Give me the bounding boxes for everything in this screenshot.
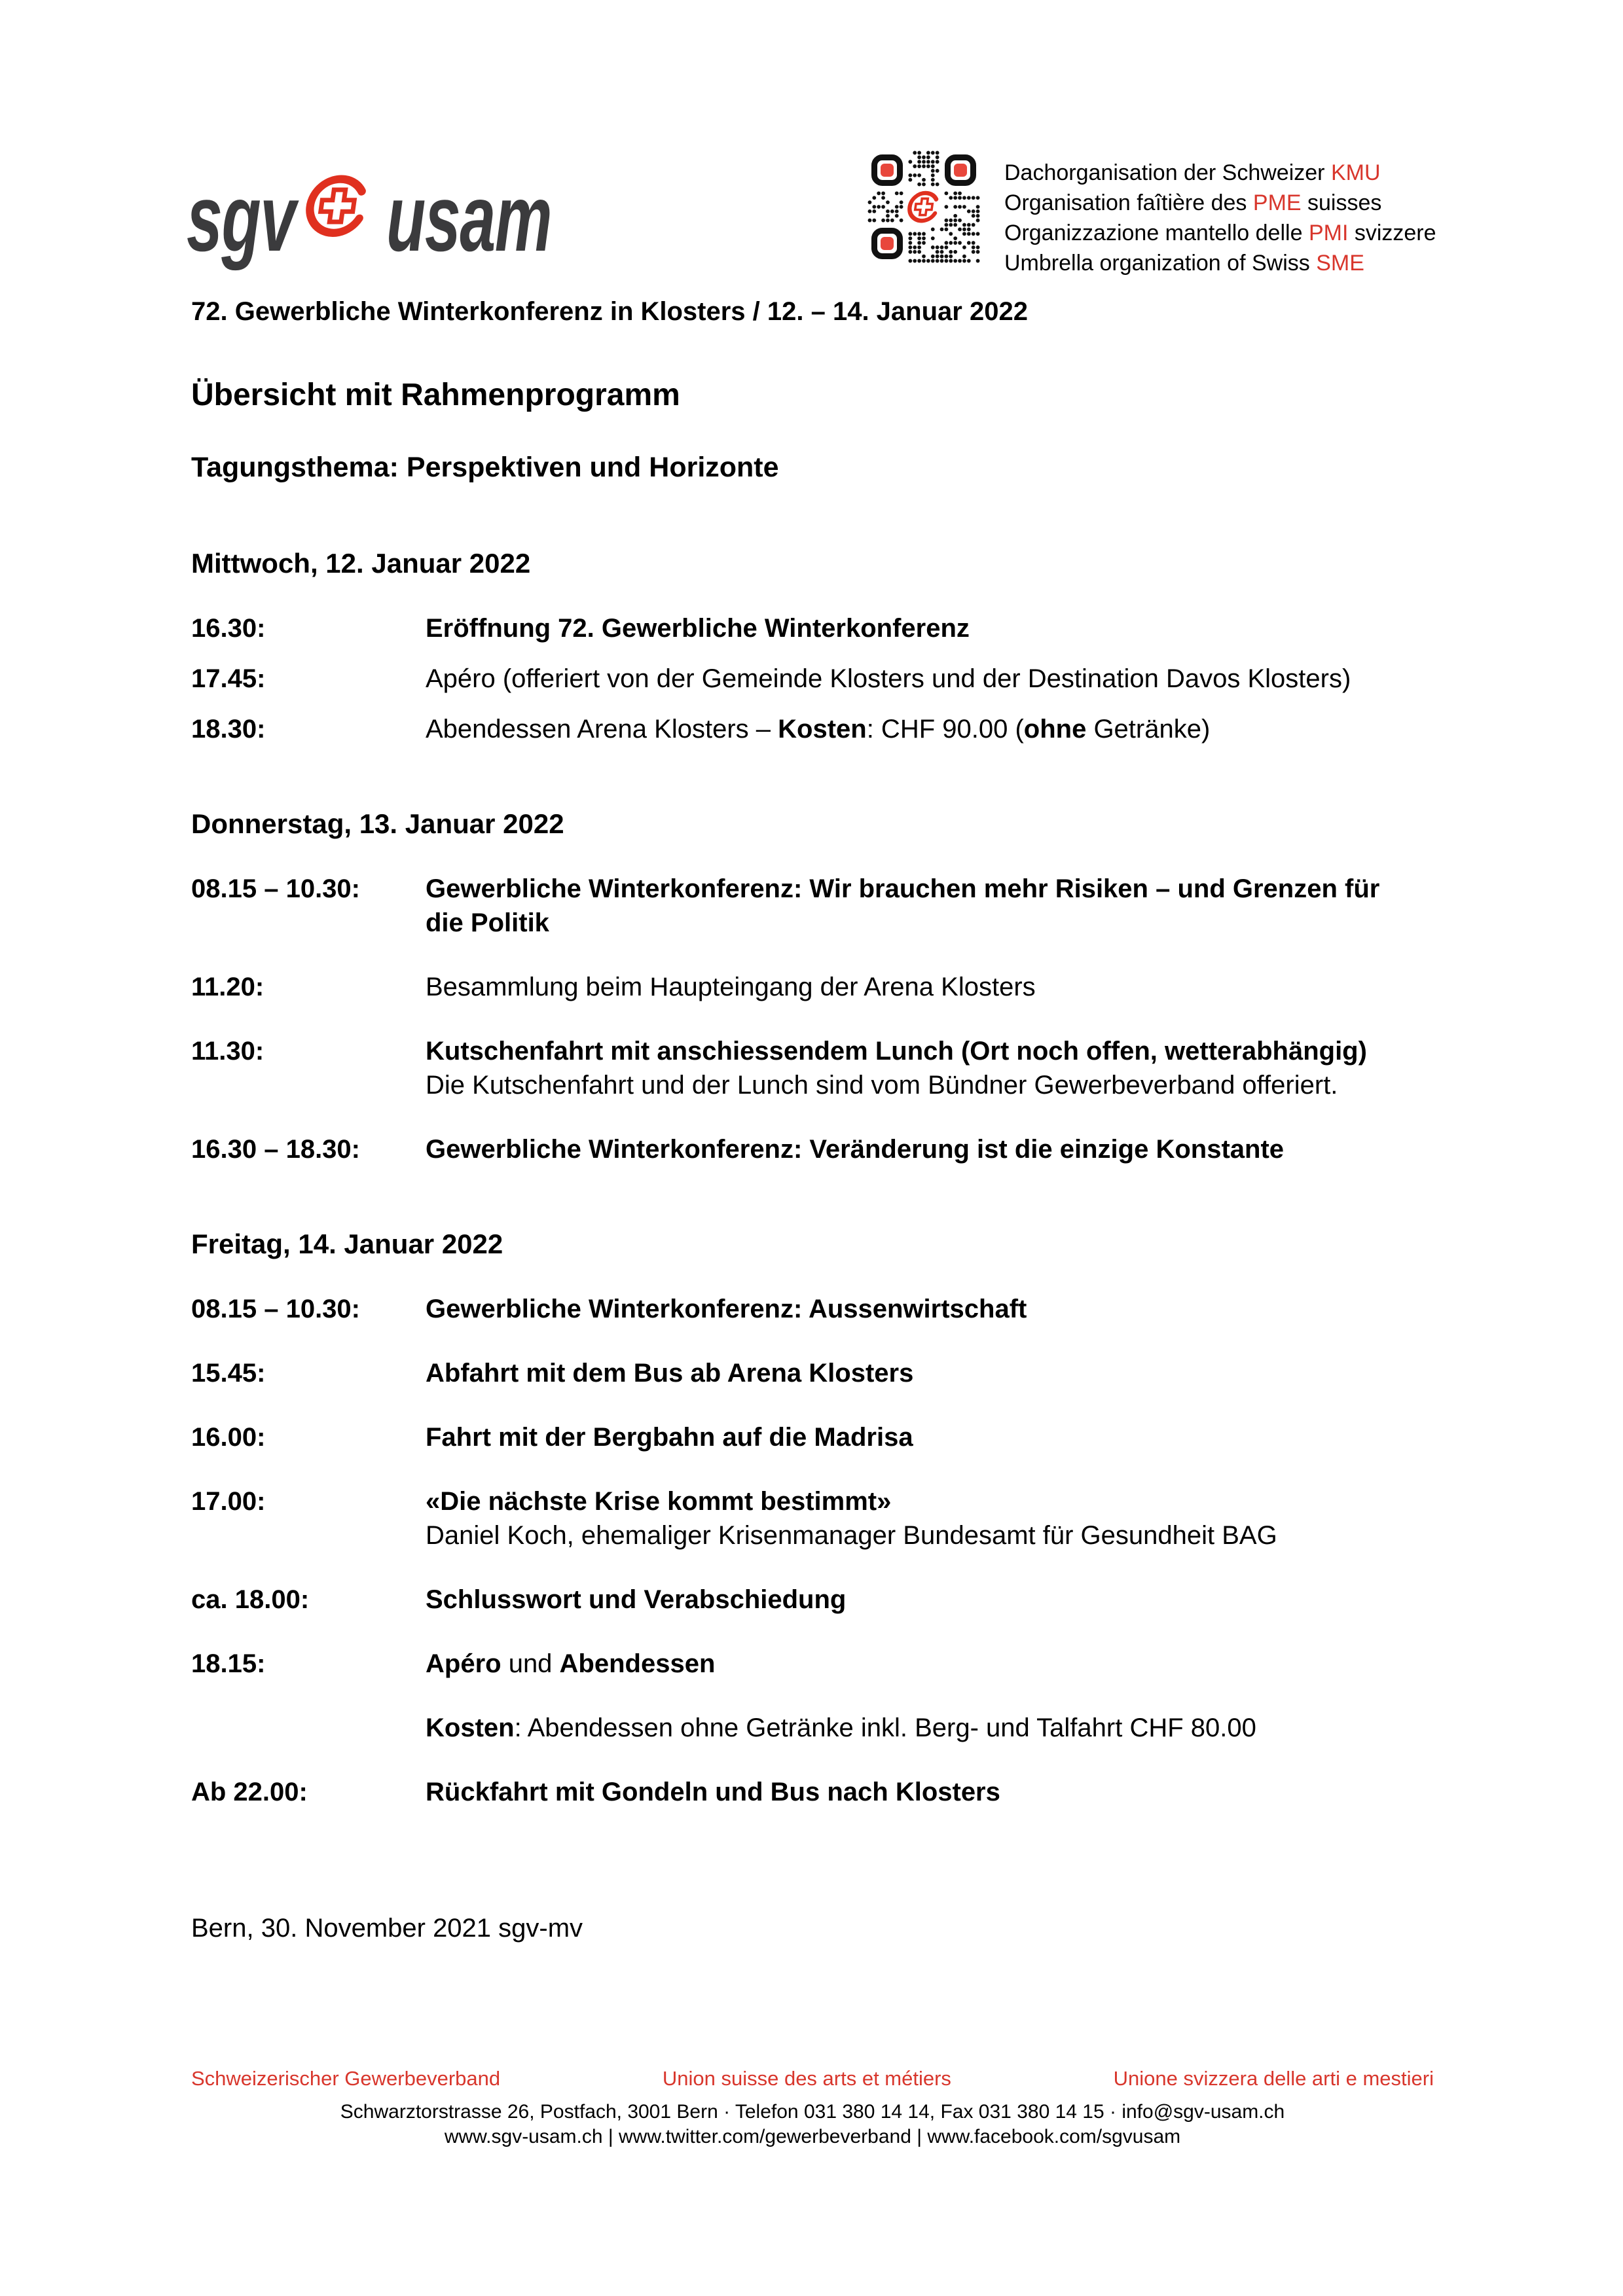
entry-time: 17.45: bbox=[191, 664, 266, 693]
entry-line bbox=[426, 1132, 1284, 1166]
day-heading: Freitag, 14. Januar 2022 bbox=[191, 1229, 503, 1259]
entry-time: 17.00: bbox=[191, 1487, 266, 1516]
day-heading: Mittwoch, 12. Januar 2022 bbox=[191, 548, 531, 579]
schedule-entry bbox=[191, 1420, 1434, 1454]
schedule-entry bbox=[191, 970, 1434, 1004]
text-segment: : Abendessen ohne Getränke inkl. Berg- und Talfahrt CHF 80.00 bbox=[514, 1713, 1256, 1742]
text-segment: Kosten bbox=[778, 715, 867, 744]
entry-description bbox=[426, 1356, 913, 1390]
schedule-entry bbox=[191, 1292, 1434, 1326]
day-section bbox=[191, 806, 1434, 1166]
footer-org-name: Schweizerischer Gewerbeverband bbox=[191, 2067, 501, 2090]
text-segment: Getränke) bbox=[1086, 715, 1211, 744]
text-segment: Organisation faîtière des bbox=[1004, 190, 1253, 215]
schedule-entry bbox=[191, 1647, 1434, 1681]
org-line bbox=[1004, 188, 1436, 218]
entry-description bbox=[426, 1420, 913, 1454]
text-segment: Eröffnung 72. Gewerbliche Winterkonferenz bbox=[426, 614, 970, 643]
text-segment: Apéro (offeriert von der Gemeinde Klosters und der Destination Davos Klosters) bbox=[426, 664, 1351, 693]
text-segment: Abendessen Arena Klosters – bbox=[426, 715, 778, 744]
text-segment: Kosten bbox=[426, 1713, 515, 1742]
entry-description bbox=[426, 1034, 1367, 1102]
document-title: 72. Gewerbliche Winterkonferenz in Klosters / 12. – 14. Januar 2022 bbox=[191, 297, 1028, 326]
entry-description bbox=[426, 712, 1210, 746]
schedule-days bbox=[191, 546, 1434, 1809]
qr-finder-top-right bbox=[948, 158, 974, 183]
entry-time: 18.30: bbox=[191, 715, 266, 744]
footer-links: www.sgv-usam.ch | www.twitter.com/gewerbeverband | www.facebook.com/sgvusam bbox=[444, 2126, 1181, 2147]
text-segment: und bbox=[501, 1649, 560, 1678]
schedule-entry bbox=[191, 1775, 1434, 1809]
program-content bbox=[191, 295, 1434, 1945]
entry-description bbox=[426, 1132, 1284, 1166]
footer-org-name: Unione svizzera delle arti e mestieri bbox=[1113, 2067, 1434, 2090]
entry-description bbox=[426, 1484, 1277, 1552]
entry-description bbox=[426, 872, 1379, 940]
text-segment: PME bbox=[1252, 190, 1302, 215]
entry-time: 11.20: bbox=[191, 973, 264, 1001]
day-section bbox=[191, 546, 1434, 746]
qr-finder-bottom-left bbox=[875, 231, 900, 257]
entry-description bbox=[426, 1647, 715, 1681]
qr-finder-top-left bbox=[875, 158, 900, 183]
footer-address: Schwarztorstrasse 26, Postfach, 3001 Bern · Telefon 031 380 14 14, Fax 031 380 14 15 · info@sgv-usam.ch bbox=[340, 2101, 1285, 2123]
entry-description bbox=[426, 1583, 846, 1617]
entry-description bbox=[426, 1292, 1027, 1326]
footer-org-name: Union suisse des arts et métiers bbox=[662, 2067, 951, 2090]
text-segment: Gewerbliche Winterkonferenz: Aussenwirtschaft bbox=[426, 1295, 1027, 1323]
conference-theme: Tagungsthema: Perspektiven und Horizonte bbox=[191, 452, 779, 483]
schedule-entry bbox=[191, 1484, 1434, 1552]
text-segment: Schlusswort und Verabschiedung bbox=[426, 1585, 847, 1614]
text-segment: Daniel Koch, ehemaliger Krisenmanager Bundesamt für Gesundheit BAG bbox=[426, 1521, 1277, 1550]
text-segment: PMI bbox=[1308, 221, 1349, 245]
org-line bbox=[1004, 248, 1436, 278]
schedule-entry bbox=[191, 1711, 1434, 1745]
schedule-entry bbox=[191, 611, 1434, 645]
text-segment: die Politik bbox=[426, 908, 549, 937]
schedule-entry bbox=[191, 1356, 1434, 1390]
footer-org-names bbox=[191, 2066, 1434, 2092]
document-subtitle: Übersicht mit Rahmenprogramm bbox=[191, 378, 680, 412]
qr-code bbox=[867, 151, 980, 263]
entry-time: 08.15 – 10.30: bbox=[191, 874, 360, 903]
entry-line bbox=[426, 1292, 1027, 1326]
text-segment: Umbrella organization of Swiss bbox=[1004, 251, 1317, 276]
text-segment: KMU bbox=[1330, 160, 1381, 185]
entry-line bbox=[426, 970, 1036, 1004]
org-multilingual-lines bbox=[1004, 158, 1436, 278]
text-segment: Organizzazione mantello delle bbox=[1004, 221, 1309, 245]
entry-time: 16.30: bbox=[191, 614, 266, 643]
schedule-entry bbox=[191, 872, 1434, 940]
entry-line bbox=[426, 1518, 1277, 1552]
entry-time bbox=[191, 1711, 426, 1745]
text-segment: Gewerbliche Winterkonferenz: Veränderung ist die einzige Konstante bbox=[426, 1135, 1285, 1164]
text-segment: Die Kutschenfahrt und der Lunch sind vom Bündner Gewerbeverband offeriert. bbox=[426, 1071, 1338, 1100]
day-section bbox=[191, 1227, 1434, 1809]
text-segment: Kutschenfahrt mit anschiessendem Lunch (Ort noch offen, wetterabhängig) bbox=[426, 1037, 1367, 1066]
org-line bbox=[1004, 158, 1436, 188]
company-logo bbox=[187, 164, 553, 271]
text-segment: SME bbox=[1316, 251, 1364, 276]
text-segment: «Die nächste Krise kommt bestimmt» bbox=[426, 1487, 892, 1516]
dateline: Bern, 30. November 2021 sgv-mv bbox=[191, 1914, 583, 1943]
text-segment: ohne bbox=[1023, 715, 1087, 744]
entry-line bbox=[426, 906, 1379, 940]
text-segment: svizzere bbox=[1348, 221, 1436, 245]
entry-line bbox=[426, 1034, 1367, 1068]
schedule-entry bbox=[191, 1132, 1434, 1166]
entry-description bbox=[426, 1775, 1000, 1809]
entry-line bbox=[426, 662, 1351, 696]
entry-line bbox=[426, 1583, 846, 1617]
sgv-emblem-icon bbox=[303, 171, 372, 240]
entry-line bbox=[426, 1711, 1256, 1745]
entry-time: 15.45: bbox=[191, 1359, 266, 1388]
entry-description bbox=[426, 611, 970, 645]
text-segment: : CHF 90.00 ( bbox=[866, 715, 1024, 744]
entry-line bbox=[426, 1647, 715, 1681]
entry-line bbox=[426, 611, 970, 645]
entry-time: 18.15: bbox=[191, 1649, 266, 1678]
entry-line bbox=[426, 712, 1210, 746]
entry-description bbox=[426, 662, 1351, 696]
text-segment: Fahrt mit der Bergbahn auf die Madrisa bbox=[426, 1423, 913, 1452]
qr-center-emblem-icon bbox=[908, 193, 938, 221]
day-heading: Donnerstag, 13. Januar 2022 bbox=[191, 808, 564, 839]
entry-time: Ab 22.00: bbox=[191, 1778, 308, 1806]
footer bbox=[191, 2066, 1434, 2149]
entry-time: 16.30 – 18.30: bbox=[191, 1135, 360, 1164]
schedule-entry bbox=[191, 1583, 1434, 1617]
entry-line bbox=[426, 1484, 1277, 1518]
text-segment: suisses bbox=[1301, 190, 1382, 215]
logo-text-usam: usam bbox=[386, 165, 552, 271]
entry-line bbox=[426, 1420, 913, 1454]
text-segment: Dachorganisation der Schweizer bbox=[1004, 160, 1331, 185]
text-segment: Apéro bbox=[426, 1649, 501, 1678]
entry-line bbox=[426, 1775, 1000, 1809]
text-segment: Abendessen bbox=[559, 1649, 716, 1678]
text-segment: Gewerbliche Winterkonferenz: Wir brauchen mehr Risiken – und Grenzen für bbox=[426, 874, 1380, 903]
entry-time: ca. 18.00: bbox=[191, 1585, 310, 1614]
entry-time: 16.00: bbox=[191, 1423, 266, 1452]
entry-time: 08.15 – 10.30: bbox=[191, 1295, 360, 1323]
entry-time: 11.30: bbox=[191, 1037, 264, 1066]
org-line bbox=[1004, 218, 1436, 248]
logo-text-sgv: sgv bbox=[187, 165, 295, 271]
text-segment: Rückfahrt mit Gondeln und Bus nach Klosters bbox=[426, 1778, 1000, 1806]
entry-line bbox=[426, 1356, 913, 1390]
entry-description bbox=[426, 970, 1036, 1004]
schedule-entry bbox=[191, 712, 1434, 746]
entry-line bbox=[426, 1068, 1367, 1102]
entry-description bbox=[426, 1711, 1256, 1745]
schedule-entry bbox=[191, 1034, 1434, 1102]
text-segment: Besammlung beim Haupteingang der Arena Klosters bbox=[426, 973, 1036, 1001]
schedule-entry bbox=[191, 662, 1434, 696]
text-segment: Abfahrt mit dem Bus ab Arena Klosters bbox=[426, 1359, 914, 1388]
entry-line bbox=[426, 872, 1379, 906]
